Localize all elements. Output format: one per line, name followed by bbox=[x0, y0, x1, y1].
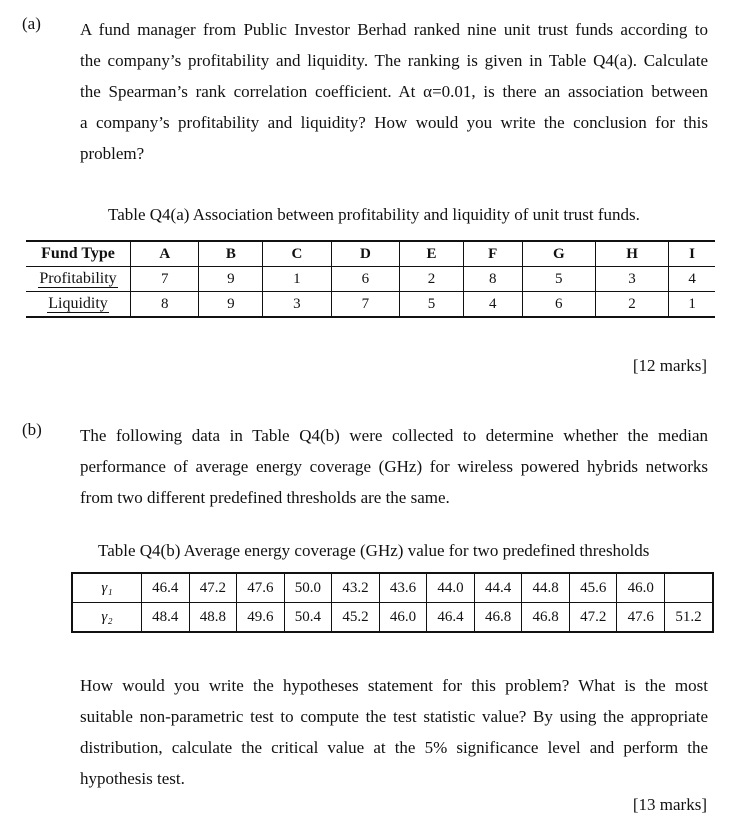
row-label-text: Profitability bbox=[39, 270, 117, 287]
part-b-line: The following data in Table Q4(b) were collected to determine whether the median bbox=[80, 426, 708, 445]
table-cell: 50.4 bbox=[284, 603, 332, 633]
table-header-cell: B bbox=[199, 241, 263, 267]
table-cell: 47.2 bbox=[189, 573, 237, 603]
table-q4b bbox=[71, 572, 714, 633]
part-b-label: (b) bbox=[22, 420, 42, 439]
table-cell: 45.2 bbox=[332, 603, 380, 633]
table-cell: 47.6 bbox=[237, 573, 285, 603]
table-header-cell: A bbox=[131, 241, 199, 267]
table-cell: 1 bbox=[669, 292, 715, 318]
table-cell: 45.6 bbox=[569, 573, 617, 603]
table-header-cell: H bbox=[595, 241, 668, 267]
table-cell-empty bbox=[665, 573, 713, 603]
table-cell: 3 bbox=[263, 292, 331, 318]
part-a-label: (a) bbox=[22, 14, 41, 33]
table-cell: 46.8 bbox=[474, 603, 522, 633]
part-b-marks: [13 marks] bbox=[632, 795, 707, 814]
table-b-caption: Table Q4(b) Average energy coverage (GHz) value for two predefined thresholds bbox=[98, 541, 650, 560]
table-cell: 43.2 bbox=[332, 573, 380, 603]
table-cell: 9 bbox=[199, 292, 263, 318]
table-cell: 49.6 bbox=[237, 603, 285, 633]
table-cell: 5 bbox=[400, 292, 464, 318]
part-a-line: problem? bbox=[80, 144, 145, 163]
part-a-line: a company’s profitability and liquidity? How would you write the conclusion for this bbox=[80, 113, 708, 132]
part-b-line: from two different predefined thresholds are the same. bbox=[80, 488, 450, 507]
table-cell: 43.6 bbox=[379, 573, 427, 603]
part-b-question-line: How would you write the hypotheses statement for this problem? What is the most bbox=[80, 676, 708, 695]
part-b-question-line: distribution, calculate the critical value at the 5% significance level and perform the bbox=[80, 738, 708, 757]
table-header-cell: F bbox=[463, 241, 522, 267]
table-cell: 5 bbox=[522, 267, 595, 292]
part-a-line: the Spearman’s rank correlation coefficient. At α=0.01, is there an association between bbox=[80, 82, 708, 101]
part-a-question bbox=[80, 14, 708, 169]
table-cell: 4 bbox=[463, 292, 522, 318]
table-cell: 1 bbox=[263, 267, 331, 292]
table-cell: 8 bbox=[463, 267, 522, 292]
table-cell: 44.8 bbox=[522, 573, 570, 603]
table-row bbox=[26, 292, 715, 318]
table-cell: 4 bbox=[669, 267, 715, 292]
row-label: γ₁ bbox=[72, 573, 142, 603]
table-cell: 48.8 bbox=[189, 603, 237, 633]
table-cell: 46.4 bbox=[142, 573, 190, 603]
part-a-marks: [12 marks] bbox=[632, 356, 707, 375]
row-label-text: Liquidity bbox=[48, 295, 108, 312]
table-a-caption: Table Q4(a) Association between profitability and liquidity of unit trust funds. bbox=[108, 205, 640, 224]
part-a-line: the company’s profitability and liquidity. The ranking is given in Table Q4(a). Calculate bbox=[80, 51, 708, 70]
table-cell: 8 bbox=[131, 292, 199, 318]
table-cell: 46.0 bbox=[617, 573, 665, 603]
table-cell: 48.4 bbox=[142, 603, 190, 633]
table-header-cell: Fund Type bbox=[26, 241, 131, 267]
part-a-line: A fund manager from Public Investor Berhad ranked nine unit trust funds according to bbox=[80, 20, 708, 39]
table-cell: 6 bbox=[331, 267, 399, 292]
part-b-question-line: suitable non-parametric test to compute the test statistic value? By using the appropriate bbox=[80, 707, 708, 726]
table-cell: 47.6 bbox=[617, 603, 665, 633]
table-cell: 7 bbox=[131, 267, 199, 292]
table-cell: 44.0 bbox=[427, 573, 475, 603]
table-q4a bbox=[26, 240, 715, 318]
part-b-line: performance of average energy coverage (GHz) for wireless powered hybrids networks bbox=[80, 457, 708, 476]
table-cell: 44.4 bbox=[474, 573, 522, 603]
row-label bbox=[26, 292, 131, 318]
table-cell: 46.0 bbox=[379, 603, 427, 633]
table-cell: 47.2 bbox=[569, 603, 617, 633]
table-row bbox=[72, 603, 713, 633]
table-header-cell: D bbox=[331, 241, 399, 267]
table-header-cell: C bbox=[263, 241, 331, 267]
table-cell: 50.0 bbox=[284, 573, 332, 603]
table-cell: 7 bbox=[331, 292, 399, 318]
part-b-intro bbox=[80, 420, 708, 513]
table-cell: 46.8 bbox=[522, 603, 570, 633]
table-header-cell: E bbox=[400, 241, 464, 267]
part-b-question bbox=[80, 670, 708, 794]
table-cell: 2 bbox=[400, 267, 464, 292]
table-row bbox=[72, 573, 713, 603]
table-header-cell: I bbox=[669, 241, 715, 267]
table-cell: 6 bbox=[522, 292, 595, 318]
table-header-cell: G bbox=[522, 241, 595, 267]
table-row bbox=[26, 267, 715, 292]
part-b-question-line: hypothesis test. bbox=[80, 769, 185, 788]
table-cell: 2 bbox=[595, 292, 668, 318]
table-cell: 9 bbox=[199, 267, 263, 292]
table-cell: 46.4 bbox=[427, 603, 475, 633]
table-cell: 51.2 bbox=[665, 603, 713, 633]
table-cell: 3 bbox=[595, 267, 668, 292]
row-label: γ₂ bbox=[72, 603, 142, 633]
table-header-row bbox=[26, 241, 715, 267]
row-label bbox=[26, 267, 131, 292]
